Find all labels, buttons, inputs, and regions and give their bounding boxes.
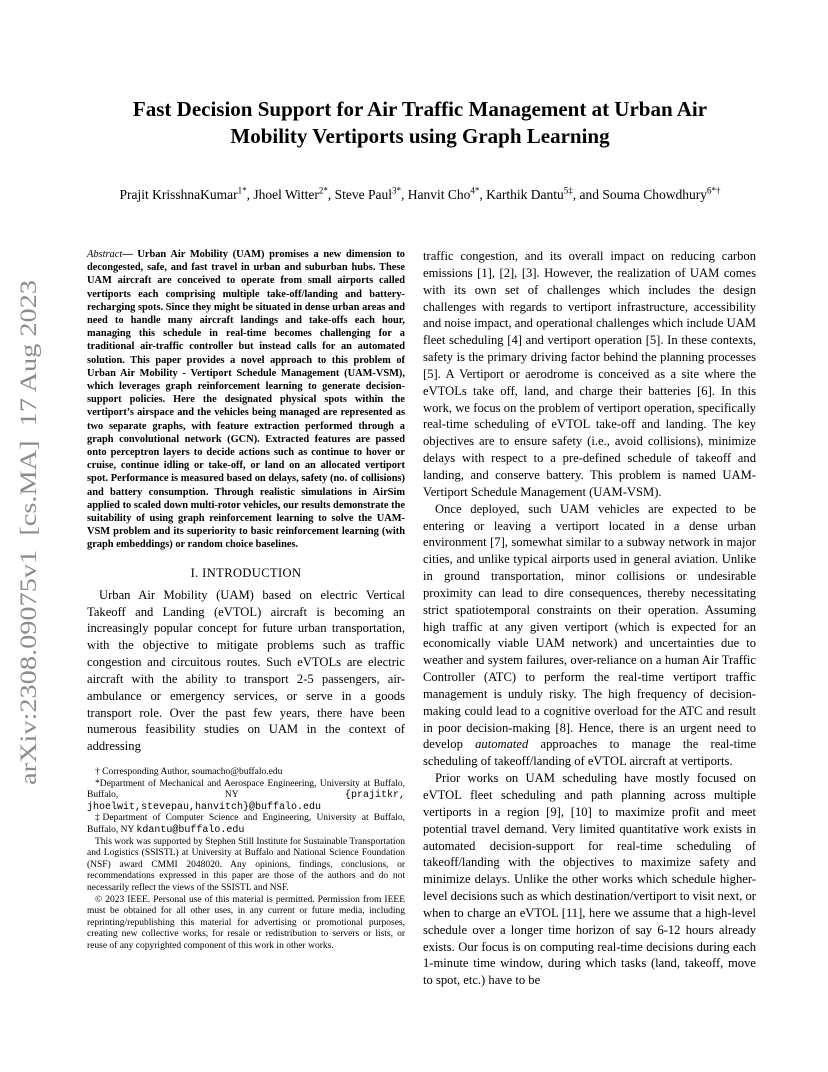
intro-paragraph-1-continued: traffic congestion, and its overall impact on reducing carbon emissions [1], [2], [3]. However, the realization of UAM comes with its own set of challenges which includes the design challenges with regards to vertiport infrastructure, accessibility and noise impact, and operational challenges which include UAM fleet scheduling [4] and vertiport operation [5]. In these contexts, safety is the primary driving factor behind the planning processes [5]. A Vertiport or aerodrome is conceived as a site where the eVTOLs take off, land, and charge their batteries [6]. In this work, we focus on the problem of vertiport operation, specifically real-time scheduling of eVTOL take-off and landing. The key objectives are to ensure safety (i.e., avoid collisions), minimize delays with respect to a pre-defined schedule of takeoff and landing, and conserve battery. This problem is named UAM-Vertiport Schedule Management (UAM-VSM). [423,249,756,499]
footnote-corresponding-author: † Corresponding Author, soumacho@buffalo.edu [95,767,283,778]
footnote-copyright: © 2023 IEEE. Personal use of this material is permitted. Permission from IEEE must be obtained for all other uses, in any current or future media, including reprinting/republishing this material for advertising or promotional purposes, creating new collective works, for resale or redistribution to servers or lists, or reuse of any copyrighted component of this work in other works. [87,894,405,952]
emphasis-automated: automated [475,737,529,752]
footnote-affiliation-mae: *Department of Mechanical and Aerospace Engineering, University at Buffalo, Buffalo, NY {prajitkr, jhoelwit,stevepau,hanvitch}@buffalo.edu [87,778,405,813]
author: Prajit KrisshnaKumar$^{1*}$, [119,185,254,202]
footnote-funding: This work was supported by Stephen Still Institute for Sustainable Transportation and Logistics (SSISTL) at University at Buffalo and National Science Foundation (NSF) award CMMI 2048020. Any opinions, findings, conclusions, or recommendations expressed in this paper are those of the authors and do not necessarily reflect the views of the SSISTL and NSF. [87,836,405,894]
footnote-email-cse: kdantu@buffalo.edu [136,825,245,837]
author: Jhoel Witter$^{2*}$, [253,185,335,202]
arxiv-id-text: arXiv:2308.09075v1 [cs.MA] 17 Aug 2023 [16,374,41,785]
intro-paragraph-1: Urban Air Mobility (UAM) based on electric Vertical Takeoff and Landing (eVTOL) aircraft is becoming an increasingly popular concept for future urban transportation, with the objective to mitigate problems such as traffic congestion and circuitous routes. Such eVTOLs are electric aircraft with the ability to transport 2-5 passengers, air-ambulance or emergency services, or serve in a goods transport role. Over the past few years, there have been numerous feasibility studies on UAM in the context of addressing [87,587,405,754]
intro-paragraph-2: Once deployed, such UAM vehicles are expected to be entering or leaving a vertiport located in a dense urban environment [7], somewhat similar to a subway network in major cities, and unlike typical airports used in general aviation. Unlike in ground transportation, minor collisions or undesirable proximity can lead to dire consequences, thereby necessitating strict spatiotemporal constraints on their operation. Assuming high traffic at any given vertiport (which is expected for an economically viable UAM network) and uncertainties due to weather and system failures, over-reliance on a human Air Traffic Controller (ATC) to perform the real-time vertiport traffic management is unduly risky. The high frequency of decision-making could lead to a cognitive overload for the ATC and result in poor decision-making [8]. Hence, there is an urgent need to develop automated approaches to manage the real-time scheduling of takeoff/landing of eVTOL aircraft at vertiports. [423,501,756,769]
footnotes [87,767,405,953]
title-line-1: Fast Decision Support for Air Traffic Management at Urban Air [132,97,708,121]
left-column [87,248,405,953]
paper-title [60,96,780,150]
right-column [423,248,756,989]
abstract [87,248,405,552]
author-list [40,186,800,204]
author: Steve Paul$^{3*}$, [334,185,408,202]
author: Souma Chowdhury$^{6*\dagger}$ [602,185,721,202]
section-heading-introduction: I. INTRODUCTION [190,565,302,580]
abstract-label: Abstract [87,249,123,260]
author: Karthik Dantu$^{5\ddagger}$, and [486,185,603,202]
arxiv-stamp-svg [10,270,50,800]
footnote-emails-mae: {prajitkr, jhoelwit,stevepau,hanvitch}@buffalo.edu [87,790,405,813]
abstract-text: — Urban Air Mobility (UAM) promises a new dimension to decongested, safe, and fast travel in urban and suburban hubs. These UAM aircraft are conceived to operate from small airports called vertiports each comprising multiple take-off/landing and battery-recharging spots. Since they might be situated in dense urban areas and need to handle many aircraft landings and take-offs each hour, managing this schedule in real-time becomes challenging for a traditional air-traffic controller but instead calls for an automated solution. This paper provides a novel approach to this problem of Urban Air Mobility - Vertiport Schedule Management (UAM-VSM), which leverages graph reinforcement learning to generate decision-support policies. Here the designated physical spots within the vertiport’s airspace and the vehicles being managed are represented as two separate graphs, with feature extraction performed through a graph convolutional network (GCN). Extracted features are passed onto perceptron layers to decide actions such as continue to hover or cruise, continue idling or take-off, or land on an allocated vertiport spot. Performance is measured based on delays, safety (no. of collisions) and battery consumption. Through realistic simulations in AirSim applied to scaled down multi-rotor vehicles, our results demonstrate the suitability of using graph reinforcement learning to solve the UAM-VSM problem and its superiority to basic reinforcement learning (with graph embeddings) or random choice baselines. [87,249,405,551]
arxiv-identifier-stamp [10,270,50,800]
author: Hanvit Cho$^{4*}$, [407,185,487,202]
intro-paragraph-3: Prior works on UAM scheduling have mostly focused on eVTOL fleet scheduling and path planning across multiple vertiports in a region [9], [10] to maximize profit and meet potential travel demand. Very limited quantitative work exists in automated decision-support for real-time scheduling of takeoff/landing with the objectives to maximize safety and minimize delays. Unlike the other works which schedule higher-level decisions such as which destination/vertiport to visit next, or when to charge an eVTOL [11], here we assume that a high-level schedule over a longer time horizon of say 6-12 hours already exists. Our focus is on computing real-time decisions during each 1-minute time window, during which tasks (land, takeoff, move to spot, etc.) have to be [423,771,756,988]
title-line-2: Mobility Vertiports using Graph Learning [230,124,610,148]
footnote-affiliation-cse: ‡Department of Computer Science and Engineering, University at Buffalo, Buffalo, NY kdantu@buffalo.edu [87,813,405,837]
